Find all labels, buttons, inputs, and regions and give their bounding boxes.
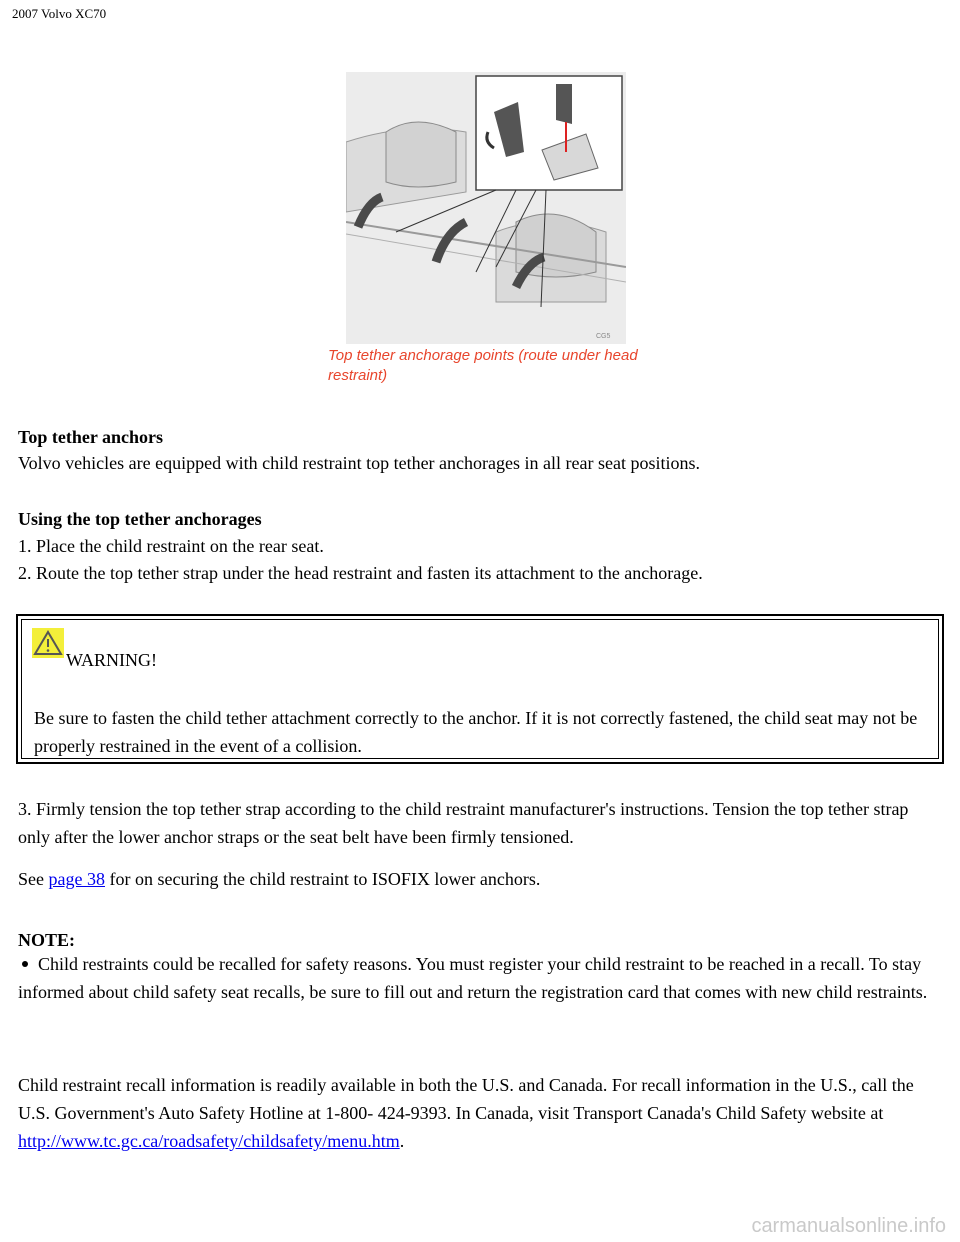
step-1: 1. Place the child restraint on the rear seat. [18,536,324,556]
warning-box [16,614,944,764]
step-2: 2. Route the top tether strap under the head restraint and fasten its attachment to the anchorage. [18,563,703,583]
figure-caption: Top tether anchorage points (route under head restraint) [328,347,638,384]
warning-title: WARNING! [66,650,157,670]
watermark: carmanualsonline.info [751,1215,946,1237]
section-body-top-tether: Volvo vehicles are equipped with child restraint top tether anchorages in all rear seat positions. [18,453,700,473]
tether-anchor-illustration [346,72,626,344]
bullet-icon [22,961,28,967]
section-heading-top-tether: Top tether anchors [18,427,164,447]
note-bullet-item: Child restraints could be recalled for safety reasons. You must register your child restraint to be reached in a recall. To stay informed about child safety seat recalls, be sure to fill out and return the registration card that comes with new child restraints. [18,954,928,1002]
section-heading-using-anchorages: Using the top tether anchorages [18,509,262,529]
recall-information: Child restraint recall information is readily available in both the U.S. and Canada. For recall information in the U.S., call the U.S. Government's Auto Safety Hotline at 1-800- 424-9393. In Canada, visit Transport Canada's Child Safety website at http://www.tc.gc.ca/roadsafety/childsafety/menu.htm. [18,1075,914,1151]
page-38-link[interactable]: page 38 [48,869,105,889]
transport-canada-link[interactable]: http://www.tc.gc.ca/roadsafety/childsafety/menu.htm [18,1131,400,1151]
warning-body: Be sure to fasten the child tether attachment correctly to the anchor. If it is not correctly fastened, the child seat may not be properly restrained in the event of a collision. [34,708,918,756]
see-reference: See page 38 for on securing the child restraint to ISOFIX lower anchors. [18,869,541,889]
note-heading: NOTE: [18,930,76,950]
warning-triangle-icon [32,628,64,658]
page-header: 2007 Volvo XC70 [12,6,107,21]
step-3: 3. Firmly tension the top tether strap according to the child restraint manufacturer's instructions. Tension the top tether strap only after the lower anchor straps or the seat belt have been firmly tensioned. [18,799,909,847]
figure-code: CG5 [596,333,611,340]
